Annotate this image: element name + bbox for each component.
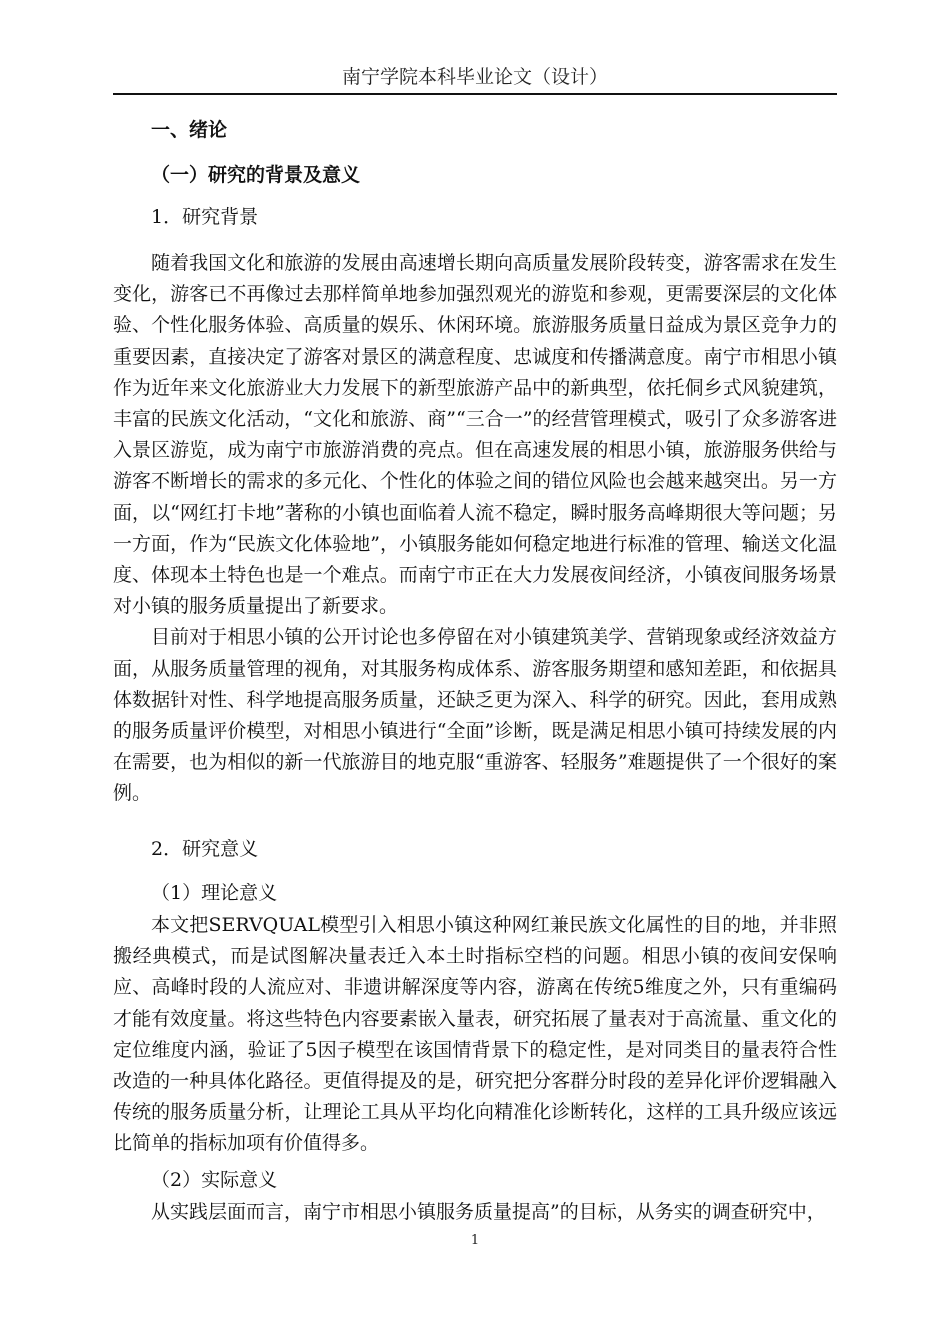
- section-heading: （一）研究的背景及意义: [151, 164, 361, 186]
- running-header: 南宁学院本科毕业论文（设计）: [341, 66, 608, 88]
- body-paragraph: 从实践层面而言，南宁市相思小镇服务质量提高”的目标，从务实的调查研究中，: [151, 1201, 826, 1223]
- background-paragraphs: [113, 248, 837, 810]
- subheading-theory: （1）理论意义: [151, 882, 278, 904]
- subsection-heading-background: 1．研究背景: [151, 206, 259, 228]
- body-paragraph: 目前对于相思小镇的公开讨论也多停留在对小镇建筑美学、营销现象或经济效益方面，从服务质量管理的视角，对其服务构成体系、游客服务期望和感知差距，和依据具体数据针对性、科学地提高服务质量，还缺乏更为深入、科学的研究。因此，套用成熟的服务质量评价模型，对相思小镇进行“全面”诊断，既是满足相思小镇可持续发展的内在需要，也为相似的新一代旅游目的地克服“重游客、轻服务”难题提供了一个很好的案例。: [113, 626, 837, 805]
- body-paragraph: 本文把SERVQUAL模型引入相思小镇这种网红兼民族文化属性的目的地，并非照搬经典模式，而是试图解决量表迁入本土时指标空档的问题。相思小镇的夜间安保响应、高峰时段的人流应对、非遗讲解深度等内容，游离在传统5维度之外，只有重编码才能有效度量。将这些特色内容要素嵌入量表，研究拓展了量表对于高流量、重文化的定位维度内涵，验证了5因子模型在该国情背景下的稳定性，是对同类目的量表符合性改造的一种具体化路径。更值得提及的是，研究把分客群分时段的差异化评价逻辑融入传统的服务质量分析，让理论工具从平均化向精准化诊断转化，这样的工具升级应该远比简单的指标加项有价值得多。: [113, 914, 837, 1155]
- chapter-heading: 一、绪论: [151, 119, 228, 141]
- subheading-practice: （2）实际意义: [151, 1169, 278, 1191]
- subsection-heading-significance: 2．研究意义: [151, 838, 259, 860]
- header-rule: [113, 93, 837, 95]
- page-number: 1: [470, 1233, 480, 1248]
- body-paragraph: 随着我国文化和旅游的发展由高速增长期向高质量发展阶段转变，游客需求在发生变化，游客已不再像过去那样简单地参加强烈观光的游览和参观，更需要深层的文化体验、个性化服务体验、高质量的娱乐、休闲环境。旅游服务质量日益成为景区竞争力的重要因素，直接决定了游客对景区的满意程度、忠诚度和传播满意度。南宁市相思小镇作为近年来文化旅游业大力发展下的新型旅游产品中的新典型，依托侗乡式风貌建筑，丰富的民族文化活动，“文化和旅游、商”“三合一”的经营管理模式，吸引了众多游客进入景区游览，成为南宁市旅游消费的亮点。但在高速发展的相思小镇，旅游服务供给与游客不断增长的需求的多元化、个性化的体验之间的错位风险也会越来越突出。另一方面，以“网红打卡地”著称的小镇也面临着人流不稳定，瞬时服务高峰期很大等问题；另一方面，作为“民族文化体验地”，小镇服务能如何稳定地进行标准的管理、输送文化温度、体现本土特色也是一个难点。而南宁市正在大力发展夜间经济，小镇夜间服务场景对小镇的服务质量提出了新要求。: [113, 252, 837, 618]
- practice-paragraph-block: [113, 1197, 837, 1228]
- theory-paragraph-block: [113, 910, 837, 1160]
